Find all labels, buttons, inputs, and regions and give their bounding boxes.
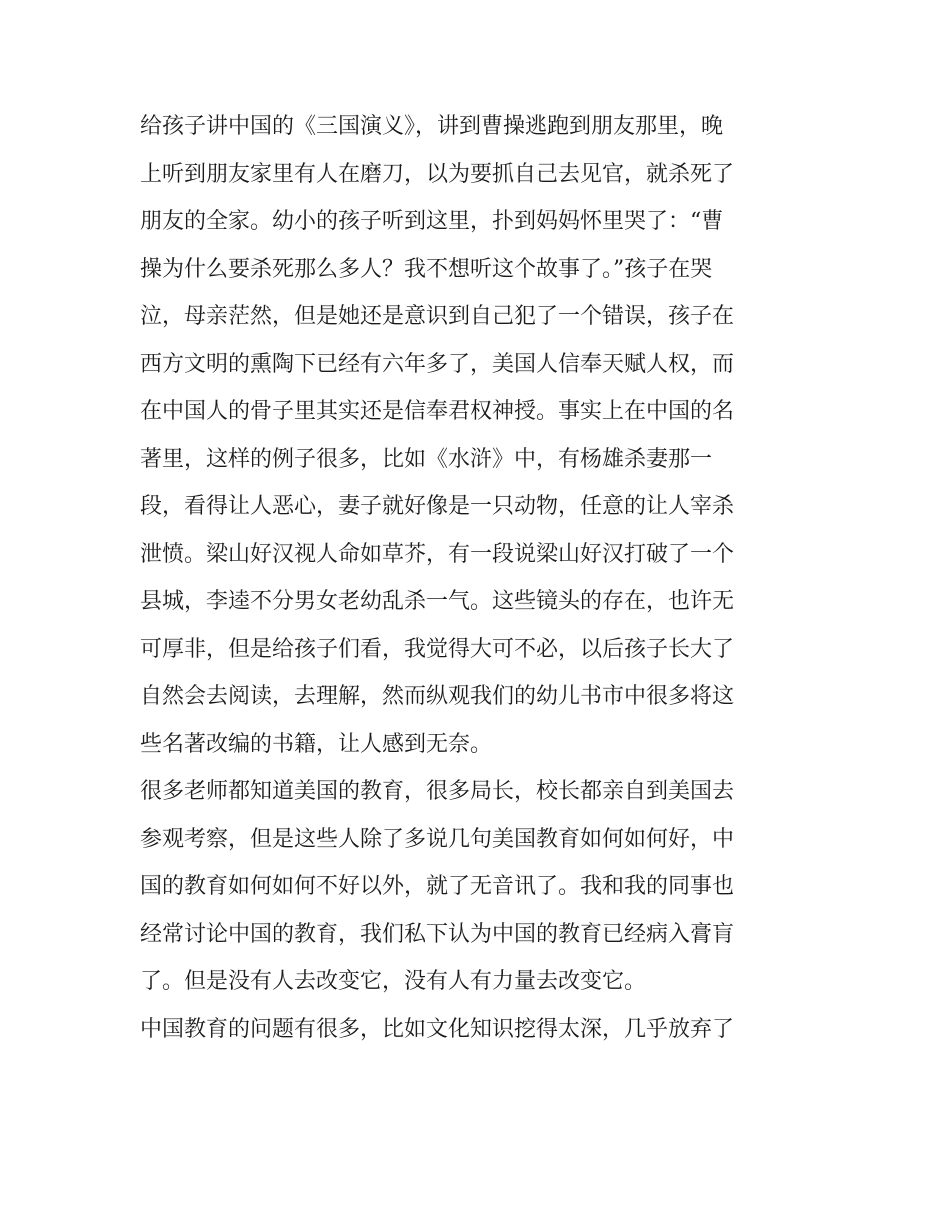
- text-line: 西方文明的熏陶下已经有六年多了，美国人信奉天赋人权，而: [140, 351, 735, 377]
- paragraph-1: [140, 103, 820, 768]
- paragraph-3: [140, 1006, 820, 1054]
- text-line: 朋友的全家。幼小的孩子听到这里，扑到妈妈怀里哭了：“曹: [140, 209, 724, 234]
- text-line: 参观考察，但是这些人除了多说几句美国教育如何如何好，中: [140, 826, 735, 852]
- text-line: 些名著改编的书籍，让人感到无奈。: [140, 731, 493, 757]
- text-line: 上听到朋友家里有人在磨刀，以为要抓自己去见官，就杀死了: [140, 161, 735, 187]
- text-line: 泣，母亲茫然，但是她还是意识到自己犯了一个错误，孩子在: [140, 304, 735, 329]
- text-line: 可厚非，但是给孩子们看，我觉得大可不必，以后孩子长大了: [140, 636, 735, 662]
- text-line: 自然会去阅读，去理解，然而纵观我们的幼儿书市中很多将这: [140, 684, 735, 709]
- text-line: 在中国人的骨子里其实还是信奉君权神授。事实上在中国的名: [140, 399, 735, 424]
- text-line: 中国教育的问题有很多，比如文化知识挖得太深，几乎放弃了: [140, 1016, 735, 1042]
- text-line: 段，看得让人恶心，妻子就好像是一只动物，任意的让人宰杀: [140, 494, 735, 519]
- document-body: [140, 103, 820, 1053]
- text-line: 操为什么要杀死那么多人？我不想听这个故事了。”孩子在哭: [140, 256, 713, 282]
- text-line: 泄愤。梁山好汉视人命如草芥，有一段说梁山好汉打破了一个: [140, 541, 735, 567]
- text-line: 给孩子讲中国的《三国演义》，讲到曹操逃跑到朋友那里，晚: [140, 114, 724, 139]
- text-line: 著里，这样的例子很多，比如《水浒》中，有杨雄杀妻那一: [140, 446, 713, 472]
- text-line: 国的教育如何如何不好以外，就了无音讯了。我和我的同事也: [140, 874, 735, 899]
- text-line: 了。但是没有人去改变它，没有人有力量去改变它。: [140, 969, 647, 994]
- text-line: 经常讨论中国的教育，我们私下认为中国的教育已经病入膏肓: [140, 921, 735, 947]
- text-line: 县城，李逵不分男女老幼乱杀一气。这些镜头的存在，也许无: [140, 589, 735, 614]
- paragraph-2: [140, 768, 820, 1006]
- text-line: 很多老师都知道美国的教育，很多局长，校长都亲自到美国去: [140, 779, 735, 804]
